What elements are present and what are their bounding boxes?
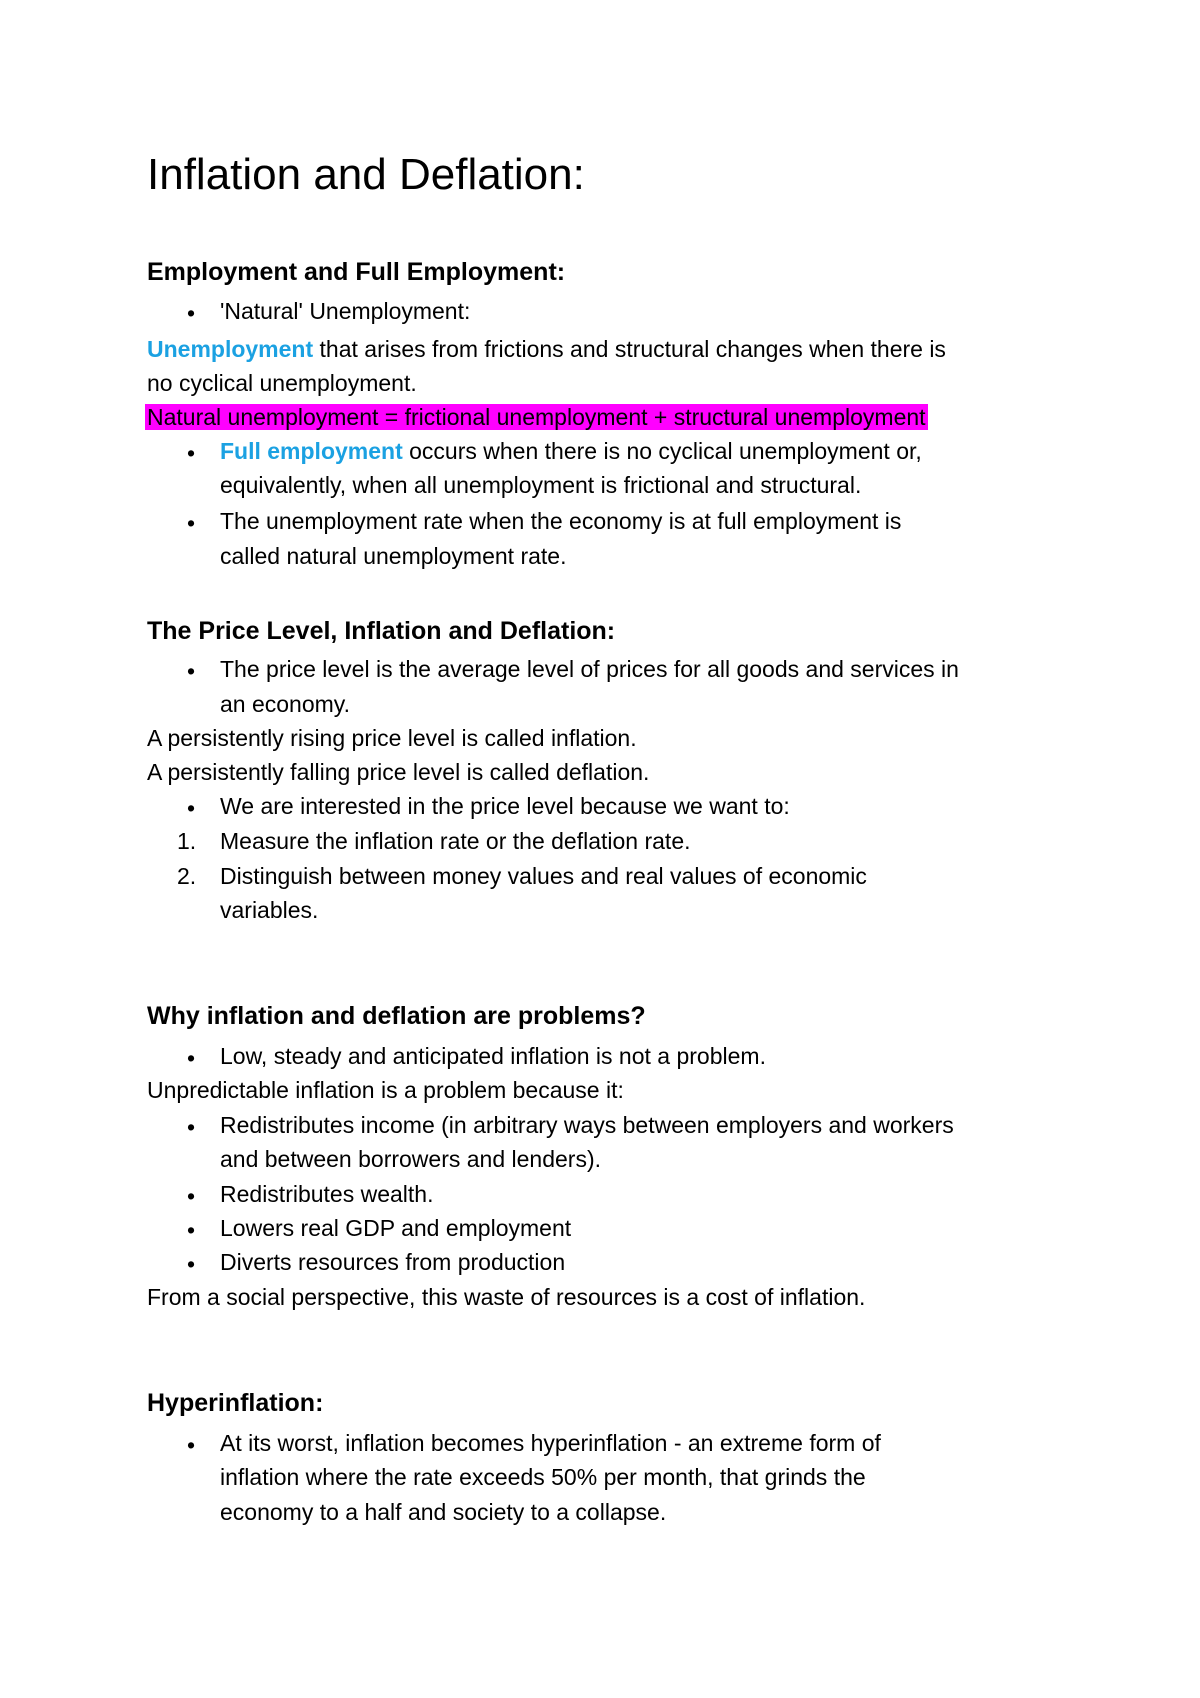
highlighted-formula [145,400,928,434]
bullet-dot: • [187,795,196,821]
bullet-natural-unemployment: 'Natural' Unemployment: [220,298,471,324]
paragraph-unemployment-line2: no cyclical unemployment. [147,370,417,396]
bullet-dot: • [187,1217,196,1243]
list-number: 2. [177,863,197,889]
bullet-dot: • [187,1114,196,1140]
page-title: Inflation and Deflation: [147,150,585,199]
bullet-dot: • [187,1432,196,1458]
numbered-item-distinguish-line2: variables. [220,897,319,923]
term-unemployment: Unemployment [147,336,314,362]
bullet-full-employment-line2: equivalently, when all unemployment is frictional and structural. [220,472,862,498]
bullet-dot: • [187,1183,196,1209]
bullet-low-inflation: Low, steady and anticipated inflation is not a problem. [220,1043,766,1069]
bullet-hyperinflation-line2: inflation where the rate exceeds 50% per month, that grinds the [220,1464,866,1490]
bullet-text: occurs when there is no cyclical unemployment or, [402,438,922,464]
bullet-diverts-resources: Diverts resources from production [220,1249,566,1275]
bullet-redistributes-income: Redistributes income (in arbitrary ways between employers and workers [220,1112,954,1138]
list-number: 1. [177,828,197,854]
bullet-price-level: The price level is the average level of prices for all goods and services in [220,656,959,682]
paragraph-deflation: A persistently falling price level is called deflation. [147,759,650,785]
bullet-dot: • [187,510,196,536]
bullet-dot: • [187,300,196,326]
bullet-lowers-gdp: Lowers real GDP and employment [220,1215,572,1241]
section-heading-price-level: The Price Level, Inflation and Deflation: [147,617,616,645]
section-heading-hyperinflation: Hyperinflation: [147,1389,324,1417]
section-heading-problems: Why inflation and deflation are problems? [147,1002,646,1030]
numbered-item-measure: Measure the inflation rate or the deflation rate. [220,828,691,854]
bullet-natural-rate: The unemployment rate when the economy is at full employment is [220,508,902,534]
bullet-price-level-line2: an economy. [220,691,350,717]
bullet-hyperinflation: At its worst, inflation becomes hyperinflation - an extreme form of [220,1430,881,1456]
bullet-dot: • [187,1045,196,1071]
bullet-interest: We are interested in the price level because we want to: [220,793,790,819]
numbered-item-distinguish: Distinguish between money values and real values of economic [220,863,867,889]
paragraph-inflation: A persistently rising price level is called inflation. [147,725,637,751]
paragraph-unemployment [147,332,946,366]
bullet-dot: • [187,658,196,684]
bullet-full-employment [220,434,922,468]
term-full-employment: Full employment [220,438,403,464]
bullet-redistributes-income-line2: and between borrowers and lenders). [220,1146,602,1172]
bullet-dot: • [187,1251,196,1277]
formula-highlight: Natural unemployment = frictional unemployment + structural unemployment [147,404,926,430]
paragraph-text: that arises from frictions and structural changes when there is [313,336,946,362]
bullet-natural-rate-line2: called natural unemployment rate. [220,543,567,569]
paragraph-unpredictable: Unpredictable inflation is a problem because it: [147,1077,624,1103]
bullet-hyperinflation-line3: economy to a half and society to a collapse. [220,1499,667,1525]
bullet-redistributes-wealth: Redistributes wealth. [220,1181,434,1207]
section-heading-employment: Employment and Full Employment: [147,258,566,286]
bullet-dot: • [187,440,196,466]
paragraph-social-perspective: From a social perspective, this waste of resources is a cost of inflation. [147,1284,866,1310]
